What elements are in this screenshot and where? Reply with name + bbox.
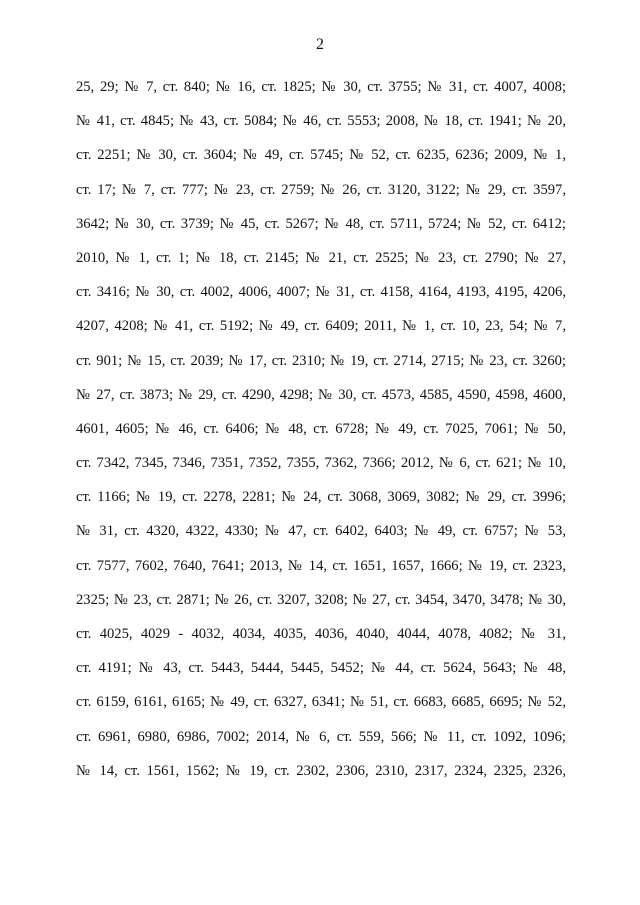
text-line: 25, 29; № 7, ст. 840; № 16, ст. 1825; № 30, ст. 3755; № 31, ст. 4007, 4008;: [76, 79, 566, 95]
text-line: № 14, ст. 1561, 1562; № 19, ст. 2302, 2306, 2310, 2317, 2324, 2325, 2326,: [76, 762, 566, 779]
text-line: ст. 6159, 6161, 6165; № 49, ст. 6327, 6341; № 51, ст. 6683, 6685, 6695; № 52,: [76, 694, 566, 711]
text-line: 3642; № 30, ст. 3739; № 45, ст. 5267; № 48, ст. 5711, 5724; № 52, ст. 6412;: [76, 215, 566, 232]
text-line: ст. 7342, 7345, 7346, 7351, 7352, 7355, 7362, 7366; 2012, № 6, ст. 621; № 10,: [76, 455, 566, 472]
text-line: 2010, № 1, ст. 1; № 18, ст. 2145; № 21, ст. 2525; № 23, ст. 2790; № 27,: [76, 249, 566, 266]
text-line: № 31, ст. 4320, 4322, 4330; № 47, ст. 6402, 6403; № 49, ст. 6757; № 53,: [76, 523, 566, 540]
text-line: ст. 901; № 15, ст. 2039; № 17, ст. 2310; № 19, ст. 2714, 2715; № 23, ст. 3260;: [76, 352, 566, 369]
text-line: 4207, 4208; № 41, ст. 5192; № 49, ст. 6409; 2011, № 1, ст. 10, 23, 54; № 7,: [76, 318, 566, 335]
text-line: ст. 4191; № 43, ст. 5443, 5444, 5445, 5452; № 44, ст. 5624, 5643; № 48,: [76, 660, 566, 677]
text-line: ст. 7577, 7602, 7640, 7641; 2013, № 14, ст. 1651, 1657, 1666; № 19, ст. 2323,: [76, 557, 566, 574]
text-line: 4601, 4605; № 46, ст. 6406; № 48, ст. 6728; № 49, ст. 7025, 7061; № 50,: [76, 420, 566, 437]
text-line: № 27, ст. 3873; № 29, ст. 4290, 4298; № 30, ст. 4573, 4585, 4590, 4598, 4600,: [76, 386, 566, 403]
page-number: 2: [316, 36, 324, 53]
text-line: ст. 2251; № 30, ст. 3604; № 49, ст. 5745; № 52, ст. 6235, 6236; 2009, № 1,: [76, 147, 566, 164]
text-line: ст. 6961, 6980, 6986, 7002; 2014, № 6, ст. 559, 566; № 11, ст. 1092, 1096;: [76, 728, 566, 745]
text-line: ст. 4025, 4029 - 4032, 4034, 4035, 4036, 4040, 4044, 4078, 4082; № 31,: [76, 626, 566, 642]
text-line: ст. 17; № 7, ст. 777; № 23, ст. 2759; № 26, ст. 3120, 3122; № 29, ст. 3597,: [76, 181, 566, 198]
legal-citation-text: [76, 70, 566, 788]
text-line: ст. 3416; № 30, ст. 4002, 4006, 4007; № 31, ст. 4158, 4164, 4193, 4195, 4206,: [76, 284, 566, 301]
text-line: 2325; № 23, ст. 2871; № 26, ст. 3207, 3208; № 27, ст. 3454, 3470, 3478; № 30,: [76, 591, 566, 608]
text-line: ст. 1166; № 19, ст. 2278, 2281; № 24, ст. 3068, 3069, 3082; № 29, ст. 3996;: [76, 489, 566, 506]
text-line: № 41, ст. 4845; № 43, ст. 5084; № 46, ст. 5553; 2008, № 18, ст. 1941; № 20,: [76, 113, 566, 130]
